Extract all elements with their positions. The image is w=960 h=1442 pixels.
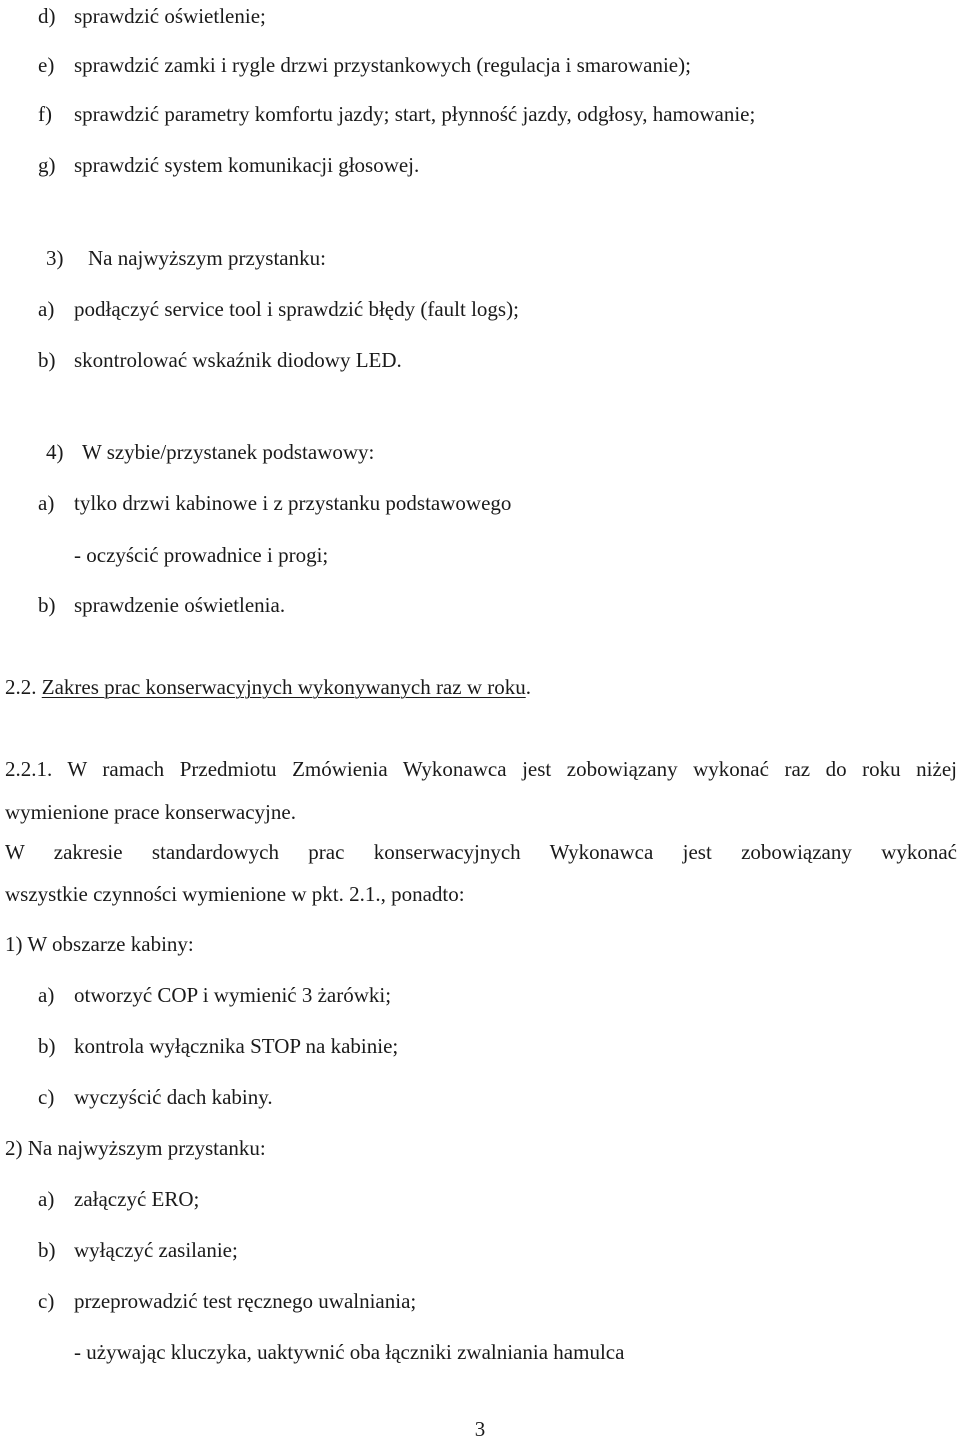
list-sub-item: - oczyścić prowadnice i progi; bbox=[74, 543, 329, 567]
list-item: tylko drzwi kabinowe i z przystanku podstawowego bbox=[74, 491, 512, 515]
list-marker: b) bbox=[38, 593, 56, 617]
list-item: kontrola wyłącznika STOP na kabinie; bbox=[74, 1034, 399, 1058]
list-marker: e) bbox=[38, 53, 55, 77]
list-marker: d) bbox=[38, 4, 56, 28]
list-marker: a) bbox=[38, 1187, 55, 1211]
section-title-text: Zakres prac konserwacyjnych wykonywanych raz w roku bbox=[41, 675, 526, 699]
list-item: otworzyć COP i wymienić 3 żarówki; bbox=[74, 983, 392, 1007]
list-item: sprawdzić oświetlenie; bbox=[74, 4, 266, 28]
list-item: sprawdzenie oświetlenia. bbox=[74, 593, 286, 617]
list-marker: b) bbox=[38, 1238, 56, 1262]
list-marker: b) bbox=[38, 348, 56, 372]
section-heading: W szybie/przystanek podstawowy: bbox=[82, 440, 375, 464]
list-marker: g) bbox=[38, 153, 56, 177]
list-item: skontrolować wskaźnik diodowy LED. bbox=[74, 348, 402, 372]
list-marker: b) bbox=[38, 1034, 56, 1058]
paragraph-line: wszystkie czynności wymienione w pkt. 2.1., ponadto: bbox=[5, 882, 465, 906]
list-marker: f) bbox=[38, 102, 52, 126]
section-heading-marker: 3) bbox=[46, 246, 64, 270]
list-item: załączyć ERO; bbox=[74, 1187, 200, 1211]
list-item: sprawdzić zamki i rygle drzwi przystankowych (regulacja i smarowanie); bbox=[74, 53, 691, 77]
paragraph-line: 2.2.1. W ramach Przedmiotu Zmówienia Wykonawca jest zobowiązany wykonać raz do roku niżej bbox=[5, 757, 957, 781]
section-heading-marker: 4) bbox=[46, 440, 64, 464]
page-number: 3 bbox=[474, 1417, 486, 1441]
list-item: podłączyć service tool i sprawdzić błędy (fault logs); bbox=[74, 297, 519, 321]
subsection-heading: 2) Na najwyższym przystanku: bbox=[5, 1136, 266, 1160]
list-marker: a) bbox=[38, 297, 55, 321]
section-title bbox=[5, 674, 531, 700]
list-item: sprawdzić system komunikacji głosowej. bbox=[74, 153, 420, 177]
list-marker: c) bbox=[38, 1085, 55, 1109]
list-item: wyłączyć zasilanie; bbox=[74, 1238, 238, 1262]
list-marker: a) bbox=[38, 983, 55, 1007]
list-sub-item: - używając kluczyka, uaktywnić oba łączniki zwalniania hamulca bbox=[74, 1340, 625, 1364]
section-number: 2.2. bbox=[5, 675, 37, 699]
list-marker: c) bbox=[38, 1289, 55, 1313]
list-item: przeprowadzić test ręcznego uwalniania; bbox=[74, 1289, 417, 1313]
paragraph-line: W zakresie standardowych prac konserwacyjnych Wykonawca jest zobowiązany wykonać bbox=[5, 840, 957, 864]
list-item: sprawdzić parametry komfortu jazdy; start, płynność jazdy, odgłosy, hamowanie; bbox=[74, 102, 756, 126]
list-item: wyczyścić dach kabiny. bbox=[74, 1085, 273, 1109]
section-heading: Na najwyższym przystanku: bbox=[88, 246, 326, 270]
subsection-heading: 1) W obszarze kabiny: bbox=[5, 932, 194, 956]
list-marker: a) bbox=[38, 491, 55, 515]
paragraph-line: wymienione prace konserwacyjne. bbox=[5, 800, 296, 824]
section-title-trail: . bbox=[525, 675, 531, 699]
